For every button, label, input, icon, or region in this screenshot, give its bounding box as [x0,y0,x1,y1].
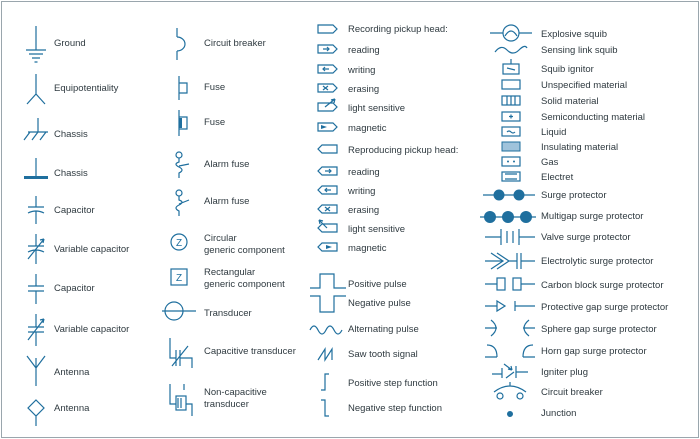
symbol-label: Rectangular generic component [204,267,285,290]
symbol-label: Positive step function [348,378,438,389]
solid-material-icon [496,94,526,108]
unspecified-material-icon [496,78,526,92]
symbol-label: magnetic [348,123,387,134]
protective-gap-surge-protector-icon [483,296,537,316]
component-glyph: Z [175,273,183,284]
surge-protector-icon [483,186,537,204]
circuit-breaker-icon [165,26,195,62]
negative-step-icon [315,396,341,420]
antenna-icon [22,352,50,388]
symbol-label: Electrolytic surge protector [541,256,654,267]
multigap-surge-protector-icon [480,207,538,227]
symbol-label: Explosive squib [541,29,608,40]
symbol-label: writing [348,186,376,197]
insulating-material-icon [496,140,526,154]
symbol-label: Carbon block surge protector [541,280,664,291]
symbol-label: erasing [348,205,380,216]
recording-head-icon [315,22,341,36]
rep-writing-icon [315,183,341,197]
igniter-plug-icon [488,360,532,382]
symbol-label: Reproducing pickup head: [348,145,459,156]
rep-reading-icon [315,164,341,178]
symbol-label: Fuse [204,117,226,128]
variable-capacitor-alt-icon [22,312,50,348]
rep-erasing-icon [315,202,341,216]
symbol-label: Capacitor [54,205,95,216]
symbol-label: Igniter plug [541,367,589,378]
chassis-icon [20,116,52,146]
symbol-label: Negative step function [348,403,443,414]
symbol-label: Multigap surge protector [541,211,644,222]
circuit-breaker-alt-icon [488,380,532,404]
symbol-label: Alarm fuse [204,196,250,207]
liquid-icon [496,125,526,139]
equipotentiality-icon [22,72,50,108]
symbol-label: Circular generic component [204,233,285,256]
alarm-fuse-icon [167,148,197,180]
negative-pulse-icon [308,292,348,316]
rectangular-component-icon [167,265,193,291]
symbol-label: light sensitive [348,103,406,114]
symbol-label: Sphere gap surge protector [541,324,657,335]
alternating-pulse-icon [308,320,348,340]
symbol-label: Valve surge protector [541,232,631,243]
electret-icon [496,170,526,184]
symbol-label: Capacitor [54,283,95,294]
symbol-label: Saw tooth signal [348,349,418,360]
symbol-label: Negative pulse [348,298,411,309]
rec-erasing-icon [315,81,341,95]
alarm-fuse-alt-icon [167,186,197,218]
symbol-label: Alarm fuse [204,159,250,170]
valve-surge-protector-icon [483,226,537,248]
fuse-icon [167,74,197,102]
symbol-label: Unspecified material [541,80,628,91]
variable-capacitor-icon [22,232,50,266]
symbol-label: Non-capacitive transducer [204,387,267,410]
saw-tooth-icon [315,344,341,364]
sensing-link-squib-icon [491,42,531,58]
rec-magnetic-icon [315,120,341,134]
symbol-label: reading [348,45,380,56]
symbol-label: Variable capacitor [54,244,130,255]
positive-step-icon [315,370,341,394]
symbol-label: Gas [541,157,559,168]
symbol-label: Equipotentiality [54,83,119,94]
symbol-label: writing [348,65,376,76]
reproducing-head-icon [315,142,341,156]
symbol-label: Solid material [541,96,599,107]
symbol-label: Squib ignitor [541,64,594,75]
circular-component-icon [167,230,193,256]
capacitor-icon [22,194,50,226]
capacitive-transducer-icon [164,336,198,372]
positive-pulse-icon [308,270,348,294]
symbol-label: erasing [348,84,380,95]
non-capacitive-transducer-icon [164,380,198,420]
rep-light-icon [315,219,341,235]
symbol-label: Circuit breaker [204,38,266,49]
transducer-icon [160,298,200,324]
symbol-label: Sensing link squib [541,45,618,56]
squib-ignitor-icon [496,58,526,78]
symbol-label: Liquid [541,127,567,138]
symbol-label: Horn gap surge protector [541,346,647,357]
rec-reading-icon [315,42,341,56]
symbol-label: Chassis [54,129,88,140]
symbol-label: Variable capacitor [54,324,130,335]
symbol-label: Capacitive transducer [204,346,296,357]
symbol-label: Alternating pulse [348,324,419,335]
symbol-label: light sensitive [348,224,406,235]
symbol-label: Surge protector [541,190,607,201]
symbol-label: Antenna [54,403,90,414]
symbol-label: Electret [541,172,574,183]
symbol-label: Positive pulse [348,279,407,290]
rec-writing-icon [315,62,341,76]
symbol-label: Fuse [204,82,226,93]
symbol-label: Semiconducting material [541,112,646,123]
electrolytic-surge-protector-icon [483,250,537,272]
loop-antenna-icon [22,392,50,428]
symbol-label: Junction [541,408,577,419]
component-glyph: Z [175,238,183,249]
chassis-bar-icon [22,156,50,186]
symbol-label: Protective gap surge protector [541,302,669,313]
semiconducting-material-icon [496,110,526,124]
symbol-label: reading [348,167,380,178]
symbol-sheet [1,1,699,438]
explosive-squib-icon [488,22,534,44]
symbol-label: Chassis [54,168,88,179]
symbol-label: Recording pickup head: [348,24,448,35]
symbol-label: Ground [54,38,86,49]
gas-icon [496,155,526,169]
horn-gap-surge-protector-icon [483,339,537,361]
capacitor-alt-icon [22,272,50,306]
symbol-label: Circuit breaker [541,387,603,398]
fuse-alt-icon [167,108,197,138]
symbol-label: magnetic [348,243,387,254]
symbol-label: Antenna [54,367,90,378]
rep-magnetic-icon [315,240,341,254]
ground-icon [22,24,50,64]
symbol-label: Transducer [204,308,252,319]
junction-icon [500,406,520,422]
sphere-gap-surge-protector-icon [483,317,537,339]
rec-light-icon [315,98,341,114]
carbon-block-surge-protector-icon [483,273,537,295]
symbol-label: Insulating material [541,142,619,153]
